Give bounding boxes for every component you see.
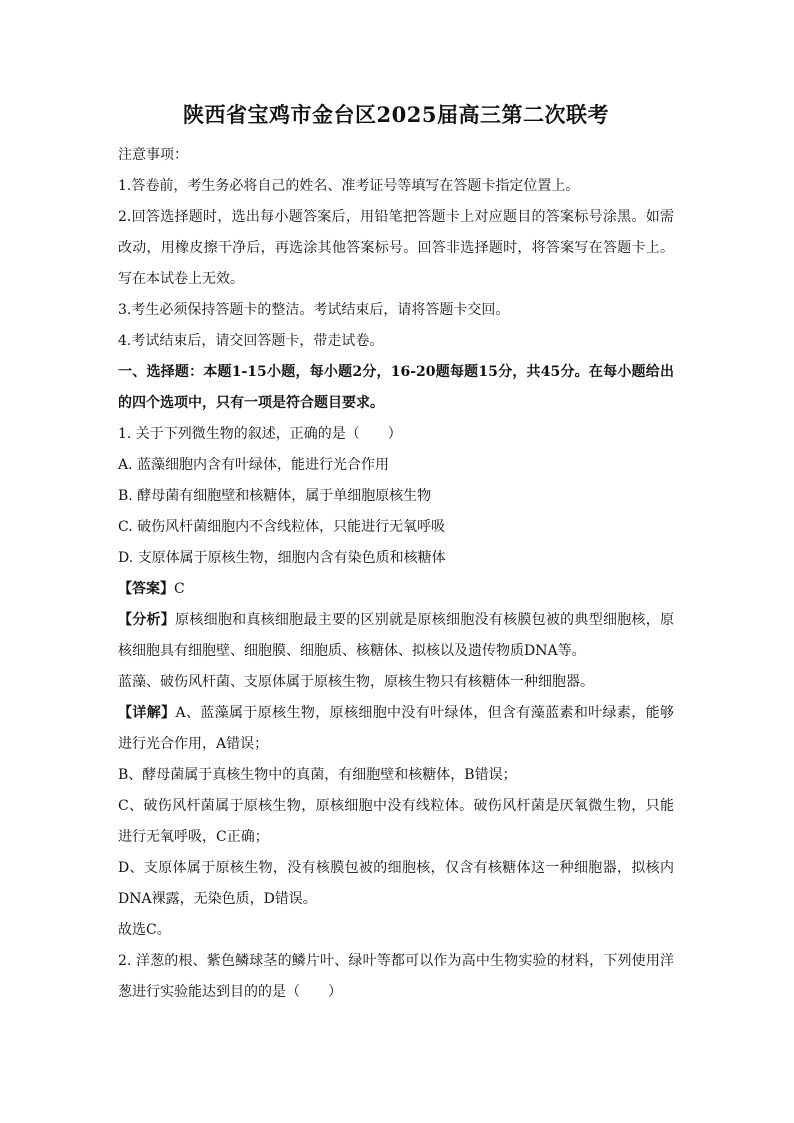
answer-label: 【答案】 [118,581,174,597]
question-1-option-a: A. 蓝藻细胞内含有叶绿体，能进行光合作用 [118,457,390,473]
exam-title: 陕西省宝鸡市金台区2025届高三第二次联考 [183,102,609,127]
detail-label: 【详解】 [118,705,176,721]
analysis-text: 原核细胞和真核细胞最主要的区别就是原核细胞没有核膜包被的典型细胞核，原核细胞具有细胞壁、细胞膜、细胞质、核糖体、拟核以及遗传物质DNA等。 [118,612,675,659]
notes-heading: 注意事项： [118,147,188,163]
detail-a: A、蓝藻属于原核生物，原核细胞中没有叶绿体，但含有藻蓝素和叶绿素，能够进行光合作用，A错误； [118,705,675,752]
analysis-row [118,605,674,667]
detail-b: B、酵母菌属于真核生物中的真菌，有细胞壁和核糖体，B错误； [118,767,517,783]
question-1-option-d: D. 支原体属于原核生物，细胞内含有染色质和核糖体 [118,550,446,566]
detail-row [118,698,674,760]
question-2-stem: 2. 洋葱的根、紫色鳞球茎的鳞片叶、绿叶等都可以作为高中生物实验的材料，下列使用洋葱进行实验能达到目的的是（ ） [118,953,674,1000]
question-1-stem: 1. 关于下列微生物的叙述，正确的是（ ） [118,426,402,442]
detail-d: D、支原体属于原核生物，没有核膜包被的细胞核，仅含有核糖体这一种细胞器，拟核内DNA裸露，无染色质，D错误。 [118,860,674,907]
question-1-option-b: B. 酵母菌有细胞壁和核糖体，属于单细胞原核生物 [118,488,432,504]
question-1-option-c: C. 破伤风杆菌细胞内不含线粒体，只能进行无氧呼吸 [118,519,446,535]
conclusion: 故选C。 [118,922,171,938]
note-item-3: 3.考生必须保持答题卡的整洁。考试结束后，请将答题卡交回。 [118,302,510,318]
note-item-1: 1.答卷前，考生务必将自己的姓名、准考证号等填写在答题卡指定位置上。 [118,178,580,194]
analysis-label: 【分析】 [118,612,176,628]
section-heading: 一、选择题：本题1-15小题，每小题2分，16-20题每题15分，共45分。在每小题给出的四个选项中，只有一项是符合题目要求。 [118,364,674,411]
analysis-text-2: 蓝藻、破伤风杆菌、支原体属于原核生物，原核生物只有核糖体一种细胞器。 [118,674,594,690]
detail-c: C、破伤风杆菌属于原核生物，原核细胞中没有线粒体。破伤风杆菌是厌氧微生物，只能进行无氧呼吸，C正确； [118,798,674,845]
note-item-4: 4.考试结束后，请交回答题卡，带走试卷。 [118,333,384,349]
answer-row [118,574,674,605]
answer-value: C [174,581,185,597]
note-item-2: 2.回答选择题时，选出每小题答案后，用铅笔把答题卡上对应题目的答案标号涂黑。如需改动，用橡皮擦干净后，再选涂其他答案标号。回答非选择题时，将答案写在答题卡上。写在本试卷上无效。 [118,209,674,287]
